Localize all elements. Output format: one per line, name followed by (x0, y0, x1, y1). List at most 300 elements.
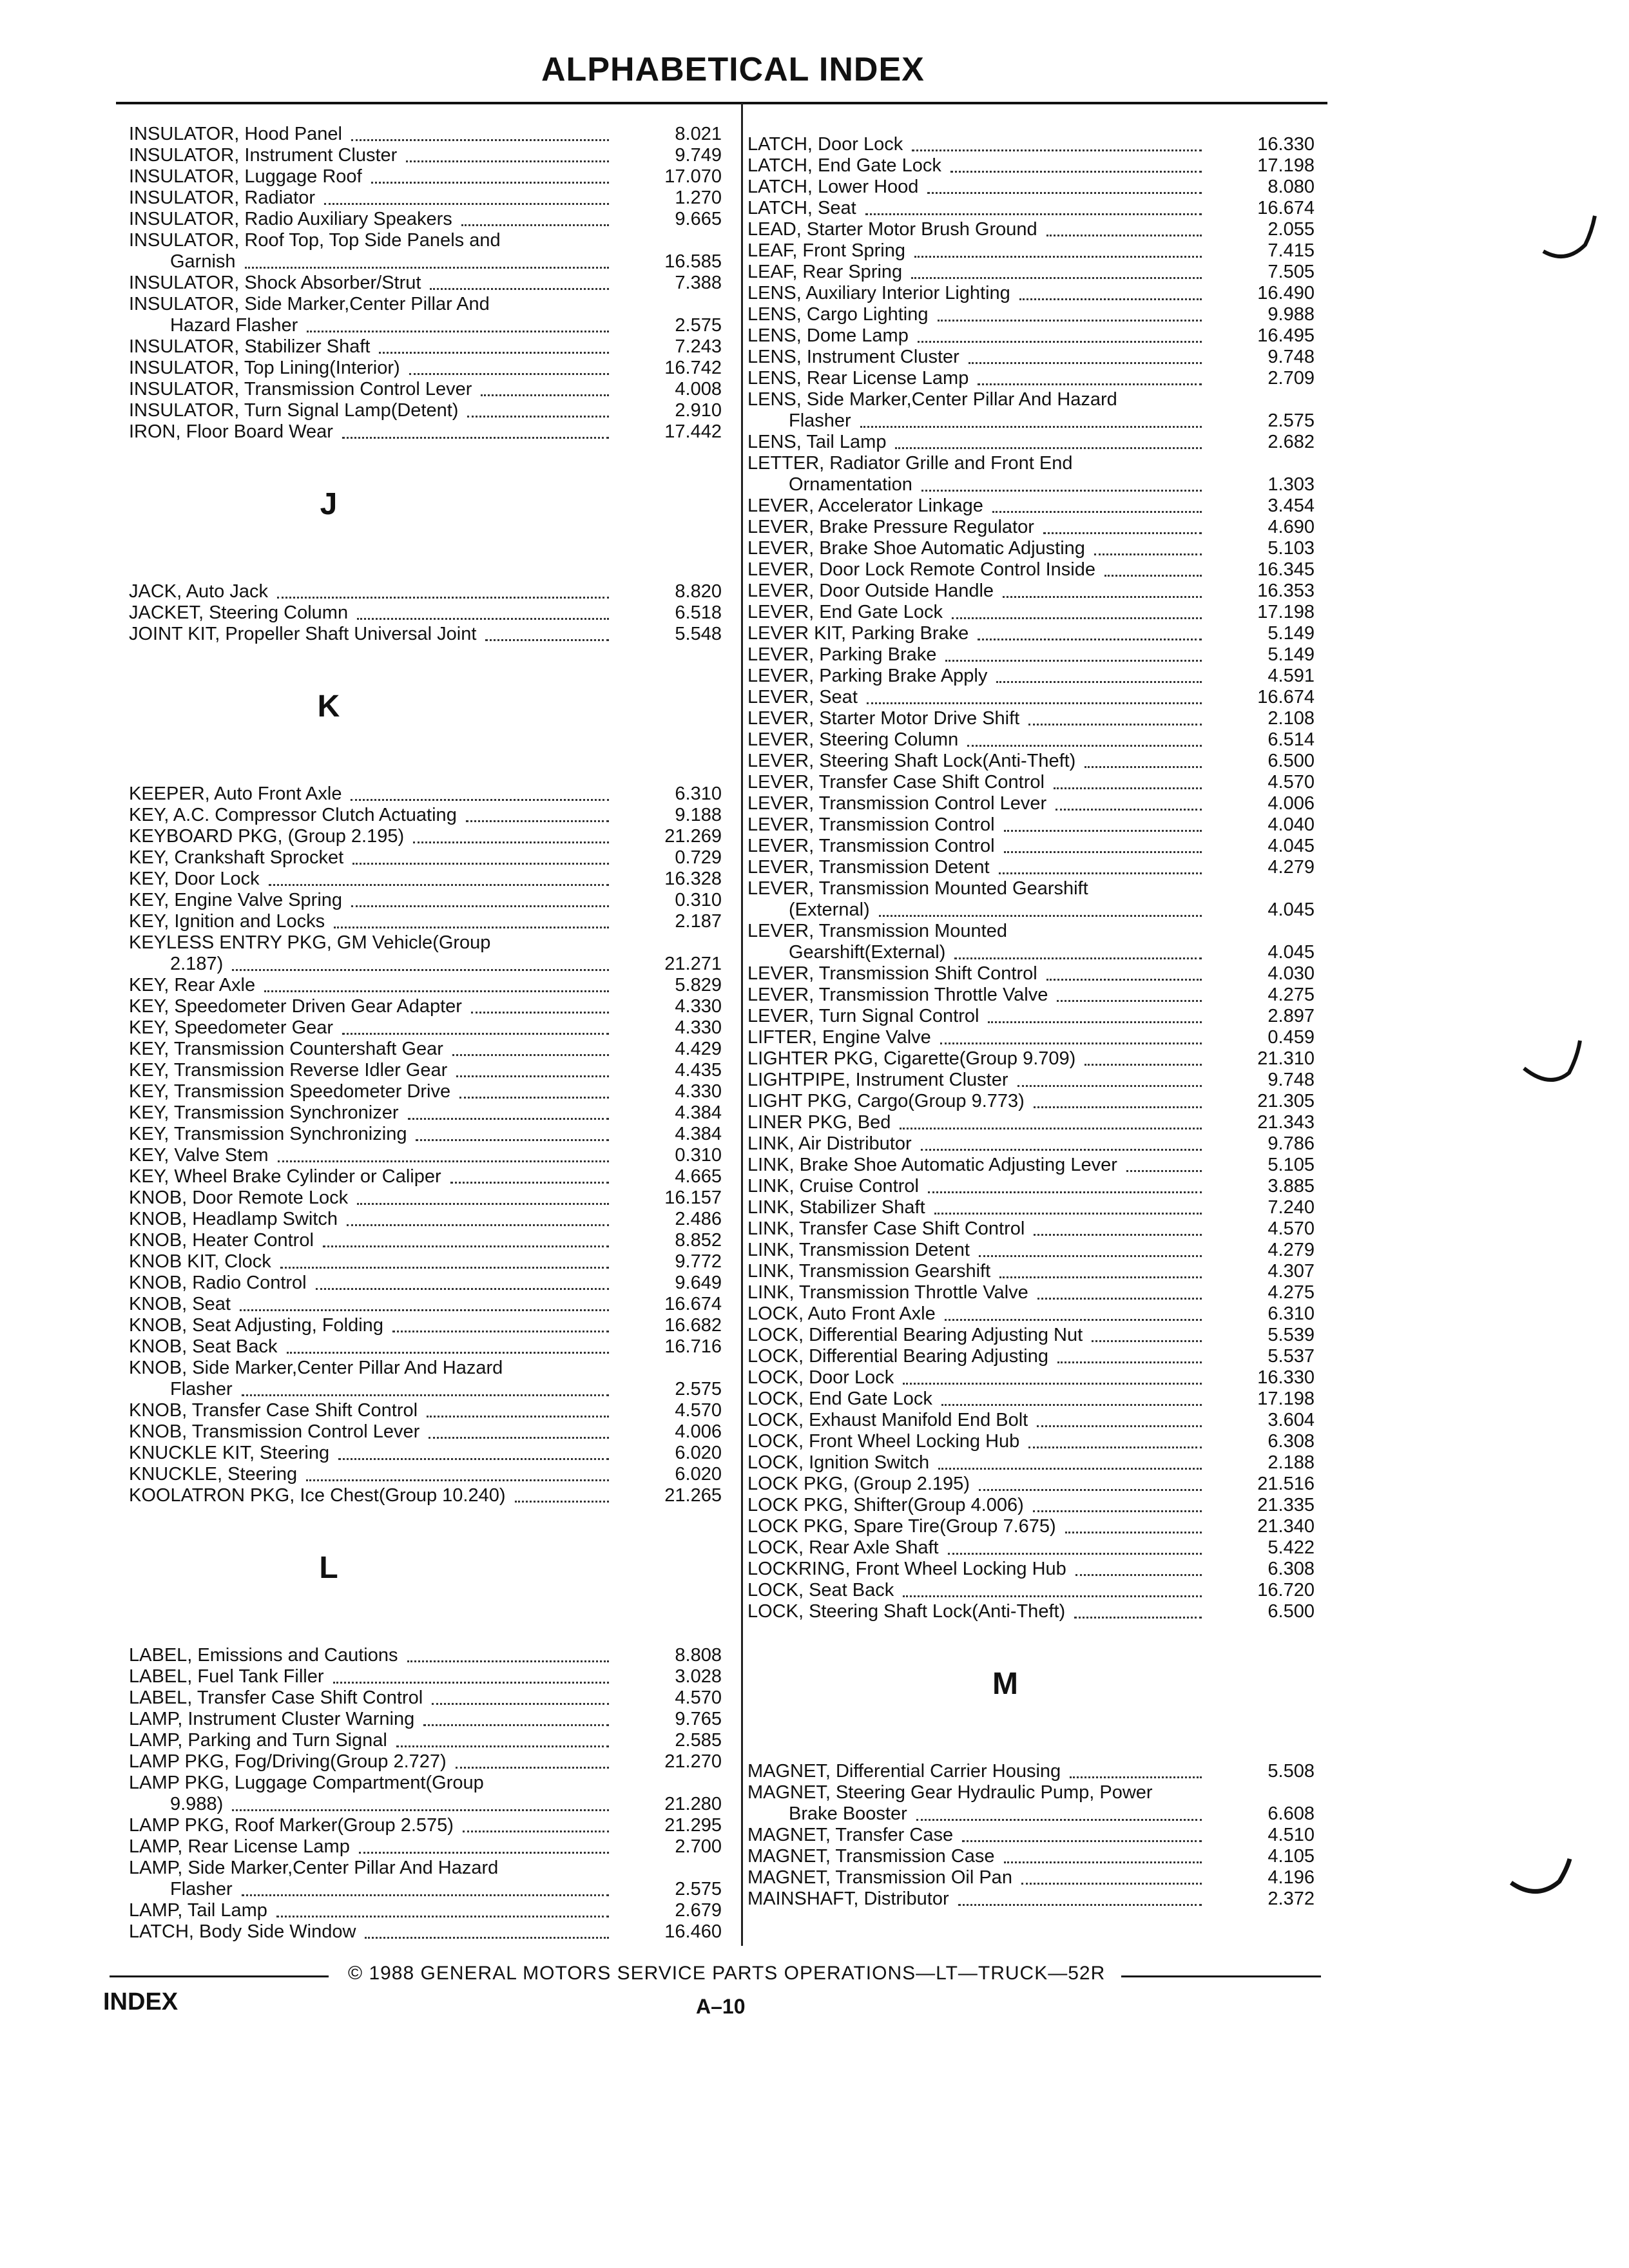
index-entry (129, 975, 722, 996)
entry-page-ref: 2.682 (1268, 432, 1315, 452)
index-entry (747, 1825, 1315, 1846)
entry-label: KNOB, Transfer Case Shift Control (129, 1400, 418, 1421)
entry-label: LOCK, Exhaust Manifold End Bolt (747, 1410, 1028, 1430)
dot-leader (371, 182, 609, 184)
index-entry (129, 1124, 722, 1145)
entry-label: JACK, Auto Jack (129, 581, 268, 602)
entry-label: LINK, Transmission Throttle Valve (747, 1282, 1028, 1303)
dot-leader (1055, 809, 1202, 811)
entry-label: KEYLESS ENTRY PKG, GM Vehicle(Group (129, 932, 491, 953)
entry-label: INSULATOR, Radiator (129, 187, 316, 208)
dot-leader (396, 1745, 609, 1747)
footer-rule-left (110, 1975, 329, 1977)
dot-leader (1126, 1170, 1202, 1172)
index-entry (129, 1836, 722, 1858)
entry-page-ref: 4.384 (675, 1124, 722, 1144)
right-index-column (747, 134, 1315, 1910)
index-entry (747, 1452, 1315, 1474)
entry-label: LOCK PKG, Spare Tire(Group 7.675) (747, 1516, 1056, 1537)
dot-leader (450, 1182, 609, 1184)
entry-page-ref: 0.729 (675, 847, 722, 868)
dot-leader (456, 1075, 609, 1077)
entry-page-ref: 16.682 (664, 1315, 722, 1336)
entry-label: LEVER, Door Outside Handle (747, 581, 994, 601)
entry-label: INSULATOR, Instrument Cluster (129, 145, 398, 166)
entry-page-ref: 3.604 (1268, 1410, 1315, 1430)
entry-page-ref: 4.510 (1268, 1825, 1315, 1845)
dot-leader (948, 1553, 1202, 1555)
entry-page-ref: 2.709 (1268, 368, 1315, 389)
entry-page-ref: 1.270 (675, 187, 722, 208)
index-entry (129, 124, 722, 145)
entry-label-continuation: Ornamentation (789, 474, 912, 495)
index-entry (129, 1464, 722, 1485)
index-entry (129, 1081, 722, 1102)
index-entry (747, 453, 1315, 495)
entry-label: INSULATOR, Turn Signal Lamp(Detent) (129, 400, 459, 421)
entry-page-ref: 0.310 (675, 1145, 722, 1166)
entry-page-ref: 9.749 (675, 145, 722, 166)
index-entry (129, 1751, 722, 1773)
entry-page-ref: 5.422 (1268, 1537, 1315, 1558)
entry-page-ref: 4.570 (675, 1400, 722, 1421)
dot-leader (1028, 1446, 1202, 1448)
entry-page-ref: 2.897 (1268, 1006, 1315, 1026)
index-entry (747, 1006, 1315, 1027)
entry-page-ref: 16.674 (1257, 687, 1315, 707)
index-entry (129, 911, 722, 932)
entry-page-ref: 16.720 (1257, 1580, 1315, 1600)
dot-leader (1054, 787, 1202, 789)
entry-label: LETTER, Radiator Grille and Front End (747, 453, 1073, 474)
dot-leader (406, 160, 609, 162)
index-entry (129, 1336, 722, 1358)
dot-leader (1019, 298, 1202, 300)
entry-label: KNOB, Transmission Control Lever (129, 1421, 420, 1442)
index-entry (747, 198, 1315, 219)
index-entry (747, 1070, 1315, 1091)
entry-label: LENS, Dome Lamp (747, 325, 909, 346)
entry-label: LAMP PKG, Luggage Compartment(Group (129, 1773, 484, 1793)
index-entry (129, 1815, 722, 1836)
index-entry (747, 985, 1315, 1006)
index-entry (129, 1017, 722, 1039)
index-entry (129, 1209, 722, 1230)
entry-page-ref: 4.030 (1268, 963, 1315, 984)
section-letter: K (317, 689, 340, 724)
dot-leader (1092, 1340, 1202, 1342)
page-number: A–10 (696, 1995, 746, 2018)
index-entry (747, 1389, 1315, 1410)
entry-label: KEYBOARD PKG, (Group 2.195) (129, 826, 405, 847)
dot-leader (1037, 1298, 1202, 1300)
entry-label: LEVER, Transmission Mounted (747, 921, 1007, 941)
entry-label: KEY, A.C. Compressor Clutch Actuating (129, 805, 457, 825)
dot-leader (334, 927, 609, 928)
entry-page-ref: 4.275 (1268, 1282, 1315, 1303)
entry-label: KEY, Valve Stem (129, 1145, 269, 1166)
entry-label: LABEL, Fuel Tank Filler (129, 1666, 324, 1687)
dot-leader (423, 1724, 609, 1726)
index-entry (129, 805, 722, 826)
entry-page-ref: 8.080 (1268, 177, 1315, 197)
entry-page-ref: 2.679 (675, 1900, 722, 1921)
index-entry (747, 495, 1315, 517)
entry-page-ref: 7.505 (1268, 262, 1315, 282)
dot-leader (1046, 235, 1202, 236)
entry-label: KEEPER, Auto Front Axle (129, 783, 342, 804)
index-entry (129, 1858, 722, 1900)
dot-leader (860, 426, 1202, 428)
entry-label: LATCH, Body Side Window (129, 1921, 356, 1942)
entry-page-ref: 5.149 (1268, 623, 1315, 644)
entry-page-ref: 7.415 (1268, 240, 1315, 261)
index-entry (747, 134, 1315, 155)
entry-label: LEVER, End Gate Lock (747, 602, 943, 622)
entry-page-ref: 9.748 (1268, 1070, 1315, 1090)
index-entry (129, 1400, 722, 1421)
entry-label: KNOB, Radio Control (129, 1273, 307, 1293)
entry-label: LOCK, Ignition Switch (747, 1452, 930, 1473)
dot-leader (934, 1213, 1202, 1215)
dot-leader (432, 1703, 609, 1705)
entry-page-ref: 4.307 (1268, 1261, 1315, 1282)
dot-leader (1084, 766, 1202, 768)
entry-page-ref: 21.305 (1257, 1091, 1315, 1111)
entry-page-ref: 7.388 (675, 273, 722, 293)
dot-leader (287, 1352, 610, 1354)
index-entry (747, 517, 1315, 538)
index-entry (129, 624, 722, 645)
dot-leader (357, 1203, 609, 1205)
dot-leader (338, 1458, 609, 1460)
entry-page-ref: 4.196 (1268, 1867, 1315, 1888)
dot-leader (895, 447, 1202, 449)
entry-page-ref: 2.187 (675, 911, 722, 932)
index-entry (129, 230, 722, 273)
entry-page-ref: 9.748 (1268, 347, 1315, 367)
entry-label: MAGNET, Steering Gear Hydraulic Pump, Power (747, 1782, 1153, 1803)
entry-label: KEY, Transmission Synchronizing (129, 1124, 407, 1144)
entry-label: LAMP, Rear License Lamp (129, 1836, 350, 1857)
entry-page-ref: 1.303 (1268, 474, 1315, 495)
index-entry (129, 421, 722, 443)
entry-page-ref: 4.275 (1268, 985, 1315, 1005)
dot-leader (515, 1501, 609, 1503)
entry-page-ref: 5.105 (1268, 1155, 1315, 1175)
entry-page-ref: 16.495 (1257, 325, 1315, 346)
dot-leader (242, 1394, 609, 1396)
entry-page-ref: 9.649 (675, 1273, 722, 1293)
entry-label: MAGNET, Transmission Oil Pan (747, 1867, 1012, 1888)
dot-leader (351, 905, 609, 907)
entry-label: KEY, Transmission Countershaft Gear (129, 1039, 443, 1059)
dot-leader (333, 1682, 610, 1684)
dot-leader (988, 1021, 1202, 1023)
entry-page-ref: 9.786 (1268, 1133, 1315, 1154)
index-entry (747, 814, 1315, 836)
entry-page-ref: 2.372 (1268, 1888, 1315, 1909)
dot-leader (1003, 596, 1202, 598)
dot-leader (914, 256, 1202, 258)
index-entry (747, 240, 1315, 262)
entry-page-ref: 2.700 (675, 1836, 722, 1857)
entry-label: LINK, Air Distributor (747, 1133, 912, 1154)
entry-page-ref: 17.198 (1257, 1389, 1315, 1409)
entry-label: LAMP, Tail Lamp (129, 1900, 267, 1921)
entry-label: INSULATOR, Stabilizer Shaft (129, 336, 371, 357)
dot-leader (941, 1404, 1202, 1406)
entry-label: LOCKRING, Front Wheel Locking Hub (747, 1559, 1066, 1579)
dot-leader (351, 139, 609, 141)
dot-leader (1070, 1776, 1202, 1778)
dot-leader (979, 1255, 1202, 1257)
dot-leader (379, 352, 609, 354)
section-letter: M (992, 1667, 1018, 1701)
entry-page-ref: 21.516 (1257, 1474, 1315, 1494)
entry-label: LINK, Cruise Control (747, 1176, 919, 1196)
entry-page-ref: 6.310 (675, 783, 722, 804)
dot-leader (1065, 1532, 1202, 1533)
entry-label: MAGNET, Transfer Case (747, 1825, 954, 1845)
index-entry (129, 1645, 722, 1666)
entry-page-ref: 6.310 (1268, 1303, 1315, 1324)
dot-leader (276, 1916, 609, 1917)
index-entry (747, 1155, 1315, 1176)
entry-page-ref: 6.020 (675, 1443, 722, 1463)
entry-page-ref: 21.335 (1257, 1495, 1315, 1515)
entry-page-ref: 17.198 (1257, 155, 1315, 176)
index-entry (747, 1112, 1315, 1133)
index-entry (129, 1421, 722, 1443)
index-entry (747, 1027, 1315, 1048)
entry-page-ref: 4.435 (675, 1060, 722, 1081)
index-entry (129, 209, 722, 230)
entry-page-ref: 4.040 (1268, 814, 1315, 835)
entry-label: LATCH, Door Lock (747, 134, 903, 155)
entry-page-ref: 21.310 (1257, 1048, 1315, 1069)
entry-page-ref: 7.243 (675, 336, 722, 357)
entry-page-ref: 3.028 (675, 1666, 722, 1687)
footer-rule-right (1121, 1975, 1321, 1977)
dot-leader (962, 1840, 1202, 1842)
entry-page-ref: 16.157 (664, 1187, 722, 1208)
entry-page-ref: 8.808 (675, 1645, 722, 1666)
dot-leader (278, 1160, 609, 1162)
entry-page-ref: 4.008 (675, 379, 722, 399)
entry-label: LEVER, Parking Brake Apply (747, 666, 988, 686)
entry-page-ref: 4.006 (675, 1421, 722, 1442)
entry-label: KEY, Engine Valve Spring (129, 890, 343, 910)
entry-page-ref: 9.188 (675, 805, 722, 825)
dot-leader (323, 1245, 609, 1247)
index-entry (747, 1261, 1315, 1282)
dot-leader (1004, 1861, 1202, 1863)
dot-leader (461, 224, 609, 226)
entry-label: KEY, Wheel Brake Cylinder or Caliper (129, 1166, 441, 1187)
entry-label: KEY, Ignition and Locks (129, 911, 325, 932)
dot-leader (1057, 1361, 1202, 1363)
entry-label: LEVER, Transfer Case Shift Control (747, 772, 1045, 793)
dot-leader (1046, 979, 1202, 981)
entry-page-ref: 6.308 (1268, 1559, 1315, 1579)
dot-leader (1017, 1085, 1202, 1087)
entry-label: KNUCKLE KIT, Steering (129, 1443, 330, 1463)
index-entry (129, 1730, 722, 1751)
entry-label: MAGNET, Transmission Case (747, 1846, 995, 1867)
entry-label: KEY, Speedometer Driven Gear Adapter (129, 996, 462, 1017)
entry-page-ref: 16.716 (664, 1336, 722, 1357)
index-entry (129, 869, 722, 890)
dot-leader (467, 416, 609, 418)
index-entry (747, 1846, 1315, 1867)
index-entry (129, 932, 722, 975)
entry-label: KNOB KIT, Clock (129, 1251, 271, 1272)
entry-page-ref: 8.820 (675, 581, 722, 602)
dot-leader (1033, 1510, 1202, 1512)
entry-label: LOCK, Differential Bearing Adjusting Nut (747, 1325, 1083, 1345)
index-entry (129, 1145, 722, 1166)
dot-leader (1074, 1617, 1202, 1619)
index-entry (129, 1666, 722, 1687)
dot-leader (927, 192, 1202, 194)
entry-label: LEVER, Seat (747, 687, 858, 707)
entry-label: LIGHT PKG, Cargo(Group 9.773) (747, 1091, 1025, 1111)
dot-leader (992, 511, 1202, 513)
dot-leader (452, 1054, 609, 1056)
dot-leader (938, 1468, 1202, 1470)
dot-leader (351, 799, 609, 801)
index-entry (747, 1888, 1315, 1910)
index-entry (747, 1133, 1315, 1155)
entry-page-ref: 16.330 (1257, 134, 1315, 155)
copyright-text: © 1988 GENERAL MOTORS SERVICE PARTS OPERATIONS—LT—TRUCK—52R (348, 1963, 1106, 1984)
index-entry (129, 400, 722, 421)
index-entry (129, 273, 722, 294)
entry-label: LEVER, Turn Signal Control (747, 1006, 979, 1026)
index-entry (747, 1580, 1315, 1601)
entry-page-ref: 8.852 (675, 1230, 722, 1251)
dot-leader (1034, 1234, 1202, 1236)
entry-page-ref: 9.988 (1268, 304, 1315, 325)
index-entry (747, 1048, 1315, 1070)
entry-page-ref: 4.045 (1268, 942, 1315, 963)
entry-page-ref: 4.570 (675, 1687, 722, 1708)
entry-label: KEY, Transmission Reverse Idler Gear (129, 1060, 448, 1081)
index-entry (747, 177, 1315, 198)
check-mark (1540, 213, 1598, 264)
title-rule (116, 102, 1327, 104)
entry-label: LINK, Stabilizer Shaft (747, 1197, 925, 1218)
index-entry (129, 1166, 722, 1187)
entry-page-ref: 17.070 (664, 166, 722, 187)
entry-label: KNOB, Seat (129, 1294, 231, 1314)
dot-leader (978, 639, 1202, 640)
entry-label: LIGHTER PKG, Cigarette(Group 9.709) (747, 1048, 1076, 1069)
entry-label: KNOB, Heater Control (129, 1230, 314, 1251)
index-entry (129, 1709, 722, 1730)
index-entry (747, 1410, 1315, 1431)
dot-leader (916, 1819, 1202, 1821)
entry-page-ref: 4.006 (1268, 793, 1315, 814)
entry-page-ref: 17.442 (664, 421, 722, 442)
entry-page-ref: 21.280 (664, 1794, 722, 1814)
entry-label: LATCH, Seat (747, 198, 856, 218)
entry-label: IRON, Floor Board Wear (129, 421, 333, 442)
dot-leader (306, 1479, 609, 1481)
entry-label: LEVER, Transmission Control Lever (747, 793, 1047, 814)
section-letter: J (320, 487, 338, 521)
index-entry (747, 559, 1315, 581)
entry-page-ref: 16.328 (664, 869, 722, 889)
index-entry (129, 1102, 722, 1124)
entry-label: LEVER, Steering Shaft Lock(Anti-Theft) (747, 751, 1076, 771)
index-entry (129, 1251, 722, 1273)
dot-leader (978, 383, 1202, 385)
index-entry (129, 1773, 722, 1815)
section-letter: L (319, 1551, 338, 1585)
entry-label-continuation: Flasher (789, 410, 851, 431)
entry-label: LOCK, Auto Front Axle (747, 1303, 936, 1324)
dot-leader (1094, 553, 1202, 555)
index-entry (129, 1230, 722, 1251)
entry-page-ref: 16.585 (664, 251, 722, 272)
entry-label: KEY, Transmission Synchronizer (129, 1102, 399, 1123)
dot-leader (408, 1118, 609, 1120)
dot-leader (921, 1149, 1202, 1151)
entry-page-ref: 4.384 (675, 1102, 722, 1123)
index-entry (747, 793, 1315, 814)
entry-page-ref: 16.490 (1257, 283, 1315, 303)
index-entry (129, 1294, 722, 1315)
check-mark (1521, 1037, 1585, 1095)
index-entry (129, 602, 722, 624)
entry-label: KNOB, Seat Adjusting, Folding (129, 1315, 383, 1336)
dot-leader (471, 1012, 609, 1014)
entry-label: LEVER, Door Lock Remote Control Inside (747, 559, 1095, 580)
index-entry (747, 836, 1315, 857)
entry-page-ref: 4.105 (1268, 1846, 1315, 1867)
entry-label: KNOB, Headlamp Switch (129, 1209, 338, 1229)
dot-leader (352, 863, 609, 865)
dot-leader (409, 373, 609, 375)
index-entry (747, 878, 1315, 921)
index-entry (747, 262, 1315, 283)
entry-page-ref: 2.575 (675, 1879, 722, 1899)
entry-page-ref: 6.500 (1268, 1601, 1315, 1622)
index-entry (747, 1176, 1315, 1197)
entry-label: LENS, Side Marker,Center Pillar And Hazard (747, 389, 1117, 410)
dot-leader (900, 1128, 1202, 1129)
index-entry (129, 1921, 722, 1943)
page-title: ALPHABETICAL INDEX (541, 51, 925, 88)
index-entry (129, 1315, 722, 1336)
entry-label: LOCK, Front Wheel Locking Hub (747, 1431, 1020, 1452)
entry-label: LOCK, Rear Axle Shaft (747, 1537, 939, 1558)
dot-leader (324, 203, 609, 205)
entry-label: LATCH, Lower Hood (747, 177, 919, 197)
section-label: INDEX (103, 1988, 178, 2015)
entry-page-ref: 8.021 (675, 124, 722, 144)
entry-label: INSULATOR, Roof Top, Top Side Panels and (129, 230, 501, 251)
index-entry (747, 155, 1315, 177)
entry-label: LEVER, Transmission Shift Control (747, 963, 1037, 984)
index-entry (129, 166, 722, 187)
entry-label-continuation: 9.988) (170, 1794, 224, 1814)
entry-page-ref: 16.674 (664, 1294, 722, 1314)
index-entry (747, 1240, 1315, 1261)
column-divider (741, 103, 743, 1946)
